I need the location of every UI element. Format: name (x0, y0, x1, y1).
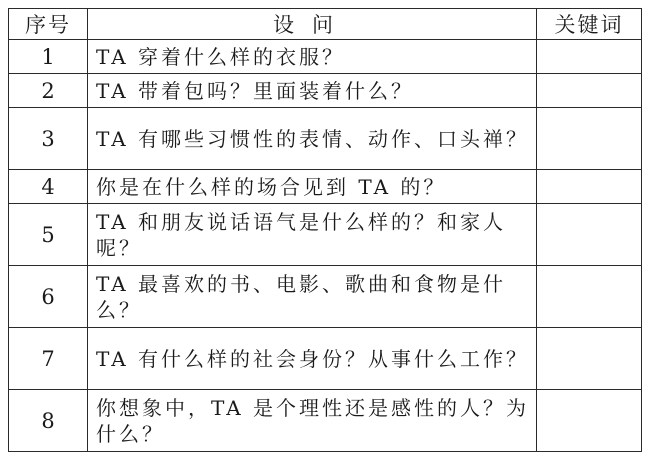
table-row (9, 74, 642, 108)
row-question: TA 带着包吗？里面装着什么？ (88, 74, 537, 108)
row-number: 4 (9, 170, 88, 204)
row-number: 3 (9, 108, 88, 170)
header-number: 序号 (9, 9, 88, 40)
row-question: 你是在什么样的场合见到 TA 的？ (88, 170, 537, 204)
row-keyword (537, 390, 642, 452)
row-number: 7 (9, 328, 88, 390)
row-question: TA 穿着什么样的衣服？ (88, 40, 537, 74)
row-keyword (537, 266, 642, 328)
row-number: 5 (9, 204, 88, 266)
row-keyword (537, 74, 642, 108)
character-question-table (8, 8, 642, 452)
row-number: 2 (9, 74, 88, 108)
table-row (9, 390, 642, 452)
table-header-row (9, 9, 642, 40)
row-question: TA 有什么样的社会身份？从事什么工作？ (88, 328, 537, 390)
row-keyword (537, 204, 642, 266)
question-sheet (8, 8, 638, 452)
row-number: 8 (9, 390, 88, 452)
table-row (9, 204, 642, 266)
row-keyword (537, 40, 642, 74)
row-question: TA 最喜欢的书、电影、歌曲和食物是什么？ (88, 266, 537, 328)
row-keyword (537, 108, 642, 170)
header-question: 设问 (88, 9, 537, 40)
row-question: 你想象中，TA 是个理性还是感性的人？为什么？ (88, 390, 537, 452)
table-row (9, 328, 642, 390)
row-question: TA 和朋友说话语气是什么样的？和家人呢？ (88, 204, 537, 266)
row-number: 1 (9, 40, 88, 74)
table-row (9, 108, 642, 170)
table-row (9, 266, 642, 328)
row-question: TA 有哪些习惯性的表情、动作、口头禅？ (88, 108, 537, 170)
header-keyword: 关键词 (537, 9, 642, 40)
table-row (9, 170, 642, 204)
row-keyword (537, 170, 642, 204)
row-number: 6 (9, 266, 88, 328)
row-keyword (537, 328, 642, 390)
table-row (9, 40, 642, 74)
